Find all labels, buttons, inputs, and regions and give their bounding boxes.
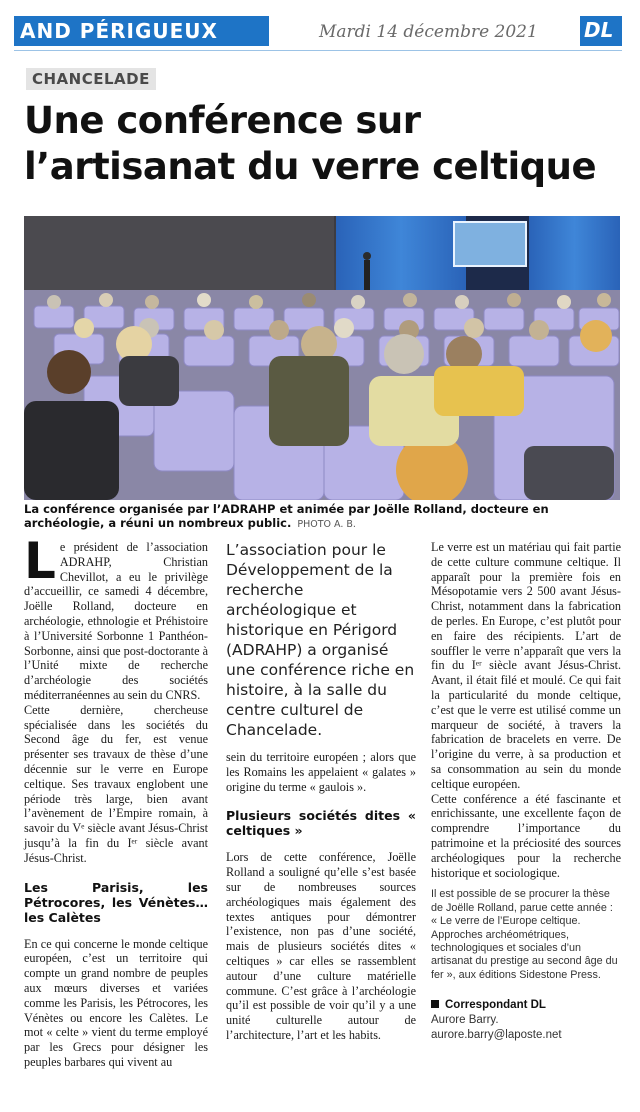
correspondent-credit <box>431 998 621 1043</box>
caption-text: La conférence organisée par l’ADRAHP et animée par Joëlle Rolland, docteure en archéologie, a réuni un nombreux public. <box>24 502 549 530</box>
paragraph: Lors de cette conférence, Joëlle Rolland a souligné qu’elle s’est basée sur de nombreuses sources archéologiques mais également des textes antiques pour démontrer l’existence, non pas d’une société, mais de plusieurs sociétés dites « celtiques » car elles se rassemblent autour d’une culture matérielle commune. C’est grâce à l’archéologie qu’il est possible de voir qu’il y a une unité culturelle autour de l’architecture, l’art et les habits. <box>226 850 416 1042</box>
article-column-1 <box>24 532 208 1070</box>
book-note: Il est possible de se procurer la thèse de Joëlle Rolland, parue cette année : « Le verre de l’Europe celtique. Approches archéométriques, technologiques et sociales d’un artisanat du prestige au second âge du fer », aux éditions Sidestone Press. <box>431 888 618 981</box>
blue-curtain-left <box>336 216 466 294</box>
correspondent-email: aurore.barry@laposte.net <box>431 1029 562 1042</box>
subheading: Plusieurs sociétés dites « celtiques » <box>226 808 416 839</box>
projection-screen <box>454 222 526 266</box>
photo-caption <box>24 502 620 532</box>
subheading: Les Parisis, les Pétrocores, les Vénètes… les Calètes <box>24 879 208 925</box>
drop-cap: L <box>24 532 56 590</box>
article-kicker: CHANCELADE <box>26 68 156 90</box>
section-title: AND PÉRIGUEUX <box>20 19 218 43</box>
conference-audience-illustration <box>24 216 620 500</box>
article-lede: L’association pour le Développement de la recherche archéologique et historique en Périgord (ADRAHP) a organisé une conférence riche en histoire, à la salle du centre culturel de Chancelade. <box>226 541 415 739</box>
paragraph-text: e président de l’association ADRAHP, Christian Chevillot, a eu le privilège d’accueillir, ce samedi 4 décembre, Joëlle Rolland, docteure en archéologie, ethnologie et Préhistoire à l’Université Sorbonne 1 Panthéon-Sorbonne, ainsi que post-doctorante à l’Unité mixte de recherche d’archéologie des sociétés méditerranéennes au sein du CNRS. <box>24 540 208 702</box>
photo-credit: PHOTO A. B. <box>297 519 356 530</box>
dl-logo <box>580 16 622 46</box>
paragraph: Cette dernière, chercheuse spécialisée dans les sociétés du Second âge du fer, est venue présenter ses travaux de thèse d’une décennie sur le verre en Europe celtique. Ses travaux englobent une période très large, bien avant l’avènement de l’Empire romain, à savoir du Vᵉ siècle avant Jésus-Christ jusqu’à la fin du Iᵉʳ siècle avant Jésus-Christ. <box>24 702 208 865</box>
paragraph: En ce qui concerne le monde celtique européen, c’est un territoire qui compte un grand nombre de peuples aux mœurs diverses et variées comme les Parisis, les Pétrocores, les Vénètes ou encore les Calètes. Le mot « celte » vient du terme employé par les Grecs pour désigner les peuples barbares qui vivent au <box>24 936 208 1069</box>
paragraph: sein du territoire européen ; alors que les Romains les appelaient « galates » origine du terme « gaulois ». <box>226 750 416 794</box>
section-banner <box>14 16 269 46</box>
correspondent-label: Correspondant DL <box>445 999 546 1012</box>
dl-logo-text: DL <box>584 18 614 42</box>
paragraph <box>24 532 208 703</box>
article-column-3 <box>431 540 621 1043</box>
paragraph: Cette conférence a été fascinante et enrichissante, une excellente façon de comprendre l’importance du patrimoine et la préciosité des sources archéologiques pour la recherche historique et sociologique. <box>431 791 621 880</box>
handwritten-date: Mardi 14 décembre 2021 <box>319 22 538 42</box>
paragraph: Le verre est un matériau qui fait partie de cette culture commune celtique. Il apparaît pour la première fois en Mésopotamie vers 2 500 avant Jésus-Christ, notamment dans la fabrication de perles. En Europe, c’est plutôt pour en faire des récipients. L’art de souffler le verre n’apparaît que vers la fin du Iᵉʳ siècle avant Jésus-Christ. Avant, il était filé et moulé. Ce qui fait la particularité du monde celtique, c’est que le verre est utilisé comme un marqueur de société, à travers la fabrication de bracelets en verre. De l’origine du verre, à sa production et sa consommation au sein du monde celtique européen. <box>431 540 621 791</box>
speaker-figure <box>363 252 371 260</box>
blue-curtain-right <box>529 216 620 294</box>
newspaper-header <box>14 16 622 51</box>
bullet-square-icon <box>431 1000 439 1008</box>
conference-photo <box>24 216 620 500</box>
article-headline: Une conférence sur l’artisanat du verre celtique <box>24 99 597 188</box>
article-column-2 <box>226 540 416 1043</box>
correspondent-name: Aurore Barry. <box>431 1014 499 1027</box>
